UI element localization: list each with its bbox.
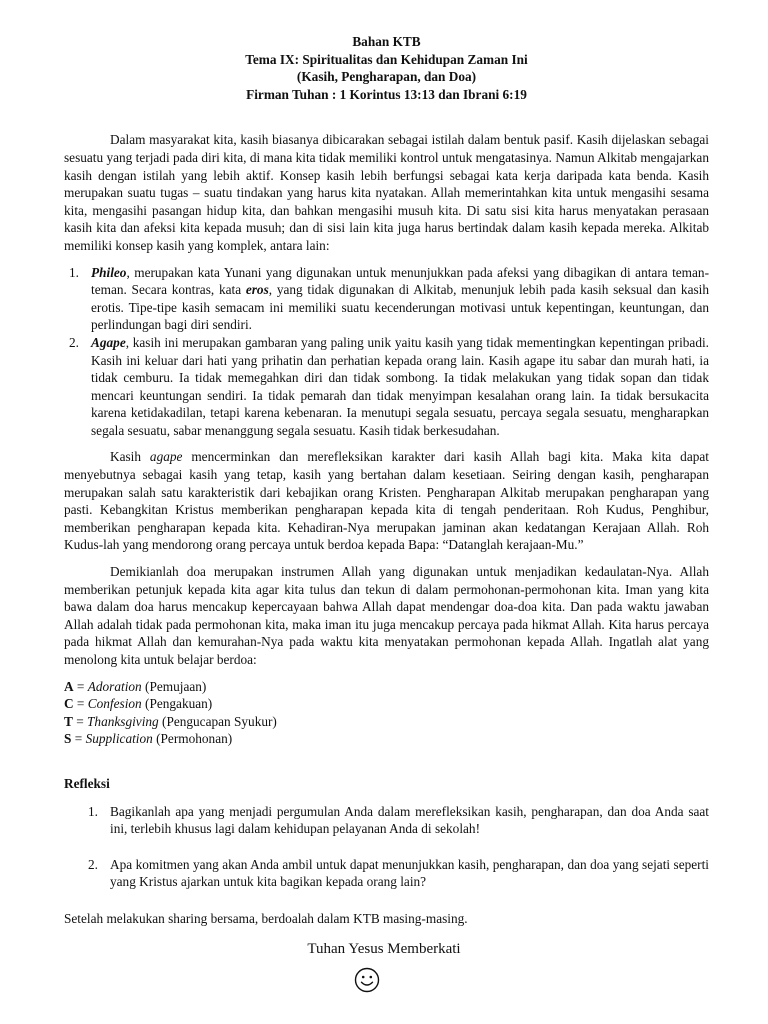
list-item-number: 2.	[88, 856, 98, 872]
acts-item	[64, 730, 709, 748]
blessing-line: Tuhan Yesus Memberkati	[307, 941, 461, 957]
acts-letter: S	[64, 731, 72, 747]
acts-list	[64, 678, 709, 748]
list-item-text: , yang tidak digunakan di Alkitab, menunjuk lebih pada kasih seksual dan kasih erotis. Tipe-tipe kasih semacam ini memiliki suatu kecenderungan motivasi untuk kepentingan, keuntungan, dan perlindungan bagi diri sendiri.	[91, 282, 710, 333]
list-item	[64, 856, 709, 891]
acts-meaning: (Permohonan)	[152, 731, 233, 747]
list-item-number: 2.	[69, 334, 79, 350]
question-text: Bagikanlah apa yang menjadi pergumulan Anda dalam merefleksikan kasih, pengharapan, dan doa Anda saat ini, terlebih khusus lagi dalam kehidupan pelayanan Anda di sekolah!	[110, 803, 709, 837]
acts-equals: =	[73, 696, 88, 712]
smiley-face-icon	[354, 967, 380, 993]
list-item-text: , merupakan kata Yunani yang digunakan untuk menunjukkan pada afeksi yang dibagikan di antara teman-teman. Secara kontras, kata	[91, 264, 709, 298]
list-item	[64, 334, 709, 440]
prayer-paragraph: Demikianlah doa merupakan instrumen Allah yang digunakan untuk menjadikan kedaulatan-Nya. Allah memberikan petunjuk kepada kita agar kita tulus dan tekun di dalam permohonan-permohonan kita. Iman yang kita bawa dalam doa harus mencakup kepercayaan bahwa Allah dapat mendengar doa-doa kita. Dan pada waktu jawaban Allah adalah tidak pada permohonan kita, maka iman itu juga mencakup percaya pada hikmat Allah. Kita harus percaya pada hikmat Allah dan kemurahan-Nya pada waktu kita menyatakan permohonan kepada Allah. Ingatlah alat yang menolong kita untuk belajar berdoa:	[64, 564, 709, 667]
closing-instruction: Setelah melakukan sharing bersama, berdoalah dalam KTB masing-masing.	[64, 910, 468, 926]
acts-item	[64, 695, 709, 713]
header-subtheme: (Kasih, Pengharapan, dan Doa)	[296, 69, 477, 85]
refleksi-questions	[64, 803, 709, 891]
intro-paragraph: Dalam masyarakat kita, kasih biasanya dibicarakan sebagai istilah dalam bentuk pasif. Kasih dijelaskan sebagai sesuatu yang terjadi pada diri kita, di mana kita tidak memiliki kontrol untuk mengatasinya. Namun Alkitab mengajarkan kasih dengan istilah yang lebih aktif. Konsep kasih lebih berfungsi sebagai kata kerja daripada kata benda. Kasih merupakan suatu tugas – suatu tindakan yang harus kita nyatakan. Allah memerintahkan kita untuk mengasihi sesama kita, mengasihi pasangan hidup kita, dan bahkan mengasihi musuh kita. Di satu sisi kita harus menyatakan perasaan kasih kita dan afeksi kita kepada musuh; dan di sisi lain kita juga harus bertindak dalam kasih kepada mereka. Alkitab memiliki konsep kasih yang komplek, antara lain:	[64, 132, 709, 253]
document-page	[64, 33, 709, 928]
document-header	[64, 33, 709, 103]
header-title: Bahan KTB	[352, 34, 421, 49]
term-agape: Agape	[91, 334, 126, 350]
acts-word: Thanksgiving	[87, 713, 159, 729]
acts-letter: T	[64, 713, 73, 729]
term-agape-inline: agape	[149, 449, 183, 465]
paragraph-text: mencerminkan dan merefleksikan karakter dari kasih Allah bagi kita. Maka kita dapat menyebutnya sebagai kasih yang tetap, kasih yang bertahan dalam kesetiaan. Seiring dengan kasih, pengharapan merupakan salah satu karakteristik dari kebajikan orang Kristen. Pengharapan Alkitab merupakan pengharapan yang pasti. Kebangkitan Kristus memberikan pengharapan kepada kita di tengah penderitaan. Roh Kudus, Penghibur, memberikan pengharapan kepada kita. Kehadiran-Nya merupakan jaminan akan kedatangan Kerajaan Allah. Roh Kudus-lah yang mendorong orang percaya untuk berdoa kepada Bapa: “Datanglah kerajaan-Mu.”	[64, 449, 709, 553]
refleksi-heading: Refleksi	[64, 775, 110, 791]
list-item-number: 1.	[88, 803, 98, 819]
term-eros: eros	[245, 282, 269, 298]
list-item-number: 1.	[69, 264, 79, 280]
acts-item	[64, 713, 709, 731]
acts-word: Supplication	[85, 731, 153, 747]
acts-item	[64, 678, 709, 696]
acts-equals: =	[72, 713, 88, 729]
acts-word: Adoration	[87, 678, 142, 694]
acts-meaning: (Pemujaan)	[141, 678, 207, 694]
list-item-text: , kasih ini merupakan gambaran yang paling unik yaitu kasih yang tidak mementingkan kepentingan pribadi. Kasih ini keluar dari hati yang prihatin dan perhatian kepada orang lain. Kasih agape itu sabar dan murah hati, ia tidak cemburu. Ia tidak memegahkan diri dan tidak sombong. Ia tidak melakukan yang tidak sopan dan tidak mencari keuntungan sendiri. Ia tidak pemarah dan tidak menyimpan kesalahan orang lain. Ia tidak bersukacita karena ketidakadilan, tetapi karena kebenaran. Ia menutupi segala sesuatu, percaya segala sesuatu, mengharapkan segala sesuatu, sabar menanggung segala sesuatu. Kasih tidak berkesudahan.	[91, 334, 709, 438]
hope-paragraph	[64, 448, 709, 554]
acts-equals: =	[71, 731, 86, 747]
acts-letter: A	[64, 678, 74, 694]
acts-word: Confesion	[87, 696, 142, 712]
acts-equals: =	[73, 678, 88, 694]
list-item	[64, 264, 709, 334]
acts-letter: C	[64, 696, 74, 712]
list-item	[64, 803, 709, 838]
love-types-list	[64, 264, 709, 440]
header-scripture: Firman Tuhan : 1 Korintus 13:13 dan Ibrani 6:19	[246, 86, 527, 102]
question-text: Apa komitmen yang akan Anda ambil untuk dapat menunjukkan kasih, pengharapan, dan doa yang sejati seperti yang Kristus ajarkan untuk kita bagikan kepada orang lain?	[110, 856, 709, 890]
header-theme: Tema IX: Spiritualitas dan Kehidupan Zaman Ini	[245, 51, 528, 67]
term-phileo: Phileo	[91, 264, 127, 280]
acts-meaning: (Pengucapan Syukur)	[158, 713, 277, 729]
paragraph-text: Kasih	[110, 449, 150, 465]
acts-meaning: (Pengakuan)	[141, 696, 213, 712]
